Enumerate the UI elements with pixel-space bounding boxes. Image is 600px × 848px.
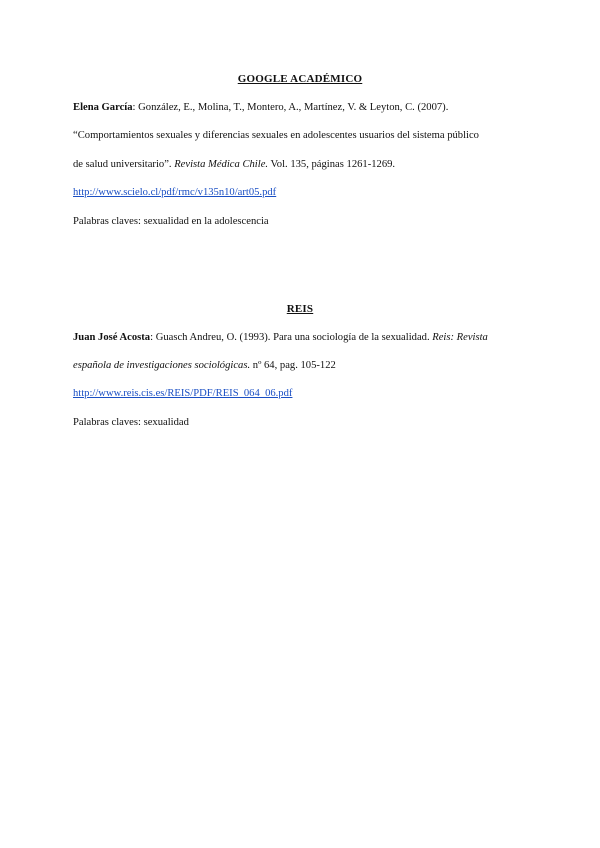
citation-line: [73, 102, 448, 113]
citation-source-line: [73, 360, 336, 371]
citation-text: : González, E., Molina, T., Montero, A., Martínez, V. & Leyton, C. (2007).: [132, 102, 449, 113]
author-name: Juan José Acosta: [73, 332, 151, 343]
journal-name: Revista Médica Chile.: [174, 159, 269, 170]
journal-name: Reis: Revista: [432, 332, 488, 343]
url-line: [73, 388, 292, 399]
keywords: Palabras claves: sexualidad en la adolescencia: [73, 216, 269, 227]
citation-title-line: “Comportamientos sexuales y diferencias sexuales en adolescentes usuarios del sistema público: [73, 130, 479, 141]
author-name: Elena García: [73, 102, 133, 113]
url-line: [73, 187, 276, 198]
citation-source-line: [73, 159, 395, 170]
article-link[interactable]: http://www.scielo.cl/pdf/rmc/v135n10/art05.pdf: [73, 187, 277, 198]
citation-text: de salud universitario”.: [73, 159, 175, 170]
journal-name: española de investigaciones sociológicas.: [73, 360, 251, 371]
keywords: Palabras claves: sexualidad: [73, 417, 189, 428]
section-heading-google-academico: GOOGLE ACADÉMICO: [237, 73, 363, 85]
citation-text: nº 64, pag. 105-122: [250, 360, 336, 371]
citation-text: Vol. 135, páginas 1261-1269.: [268, 159, 396, 170]
section-heading-reis: REIS: [286, 303, 314, 315]
article-link[interactable]: http://www.reis.cis.es/REIS/PDF/REIS_064_06.pdf: [73, 388, 293, 399]
citation-text: : Guasch Andreu, O. (1993). Para una sociología de la sexualidad.: [150, 332, 433, 343]
citation-line: [73, 332, 488, 343]
